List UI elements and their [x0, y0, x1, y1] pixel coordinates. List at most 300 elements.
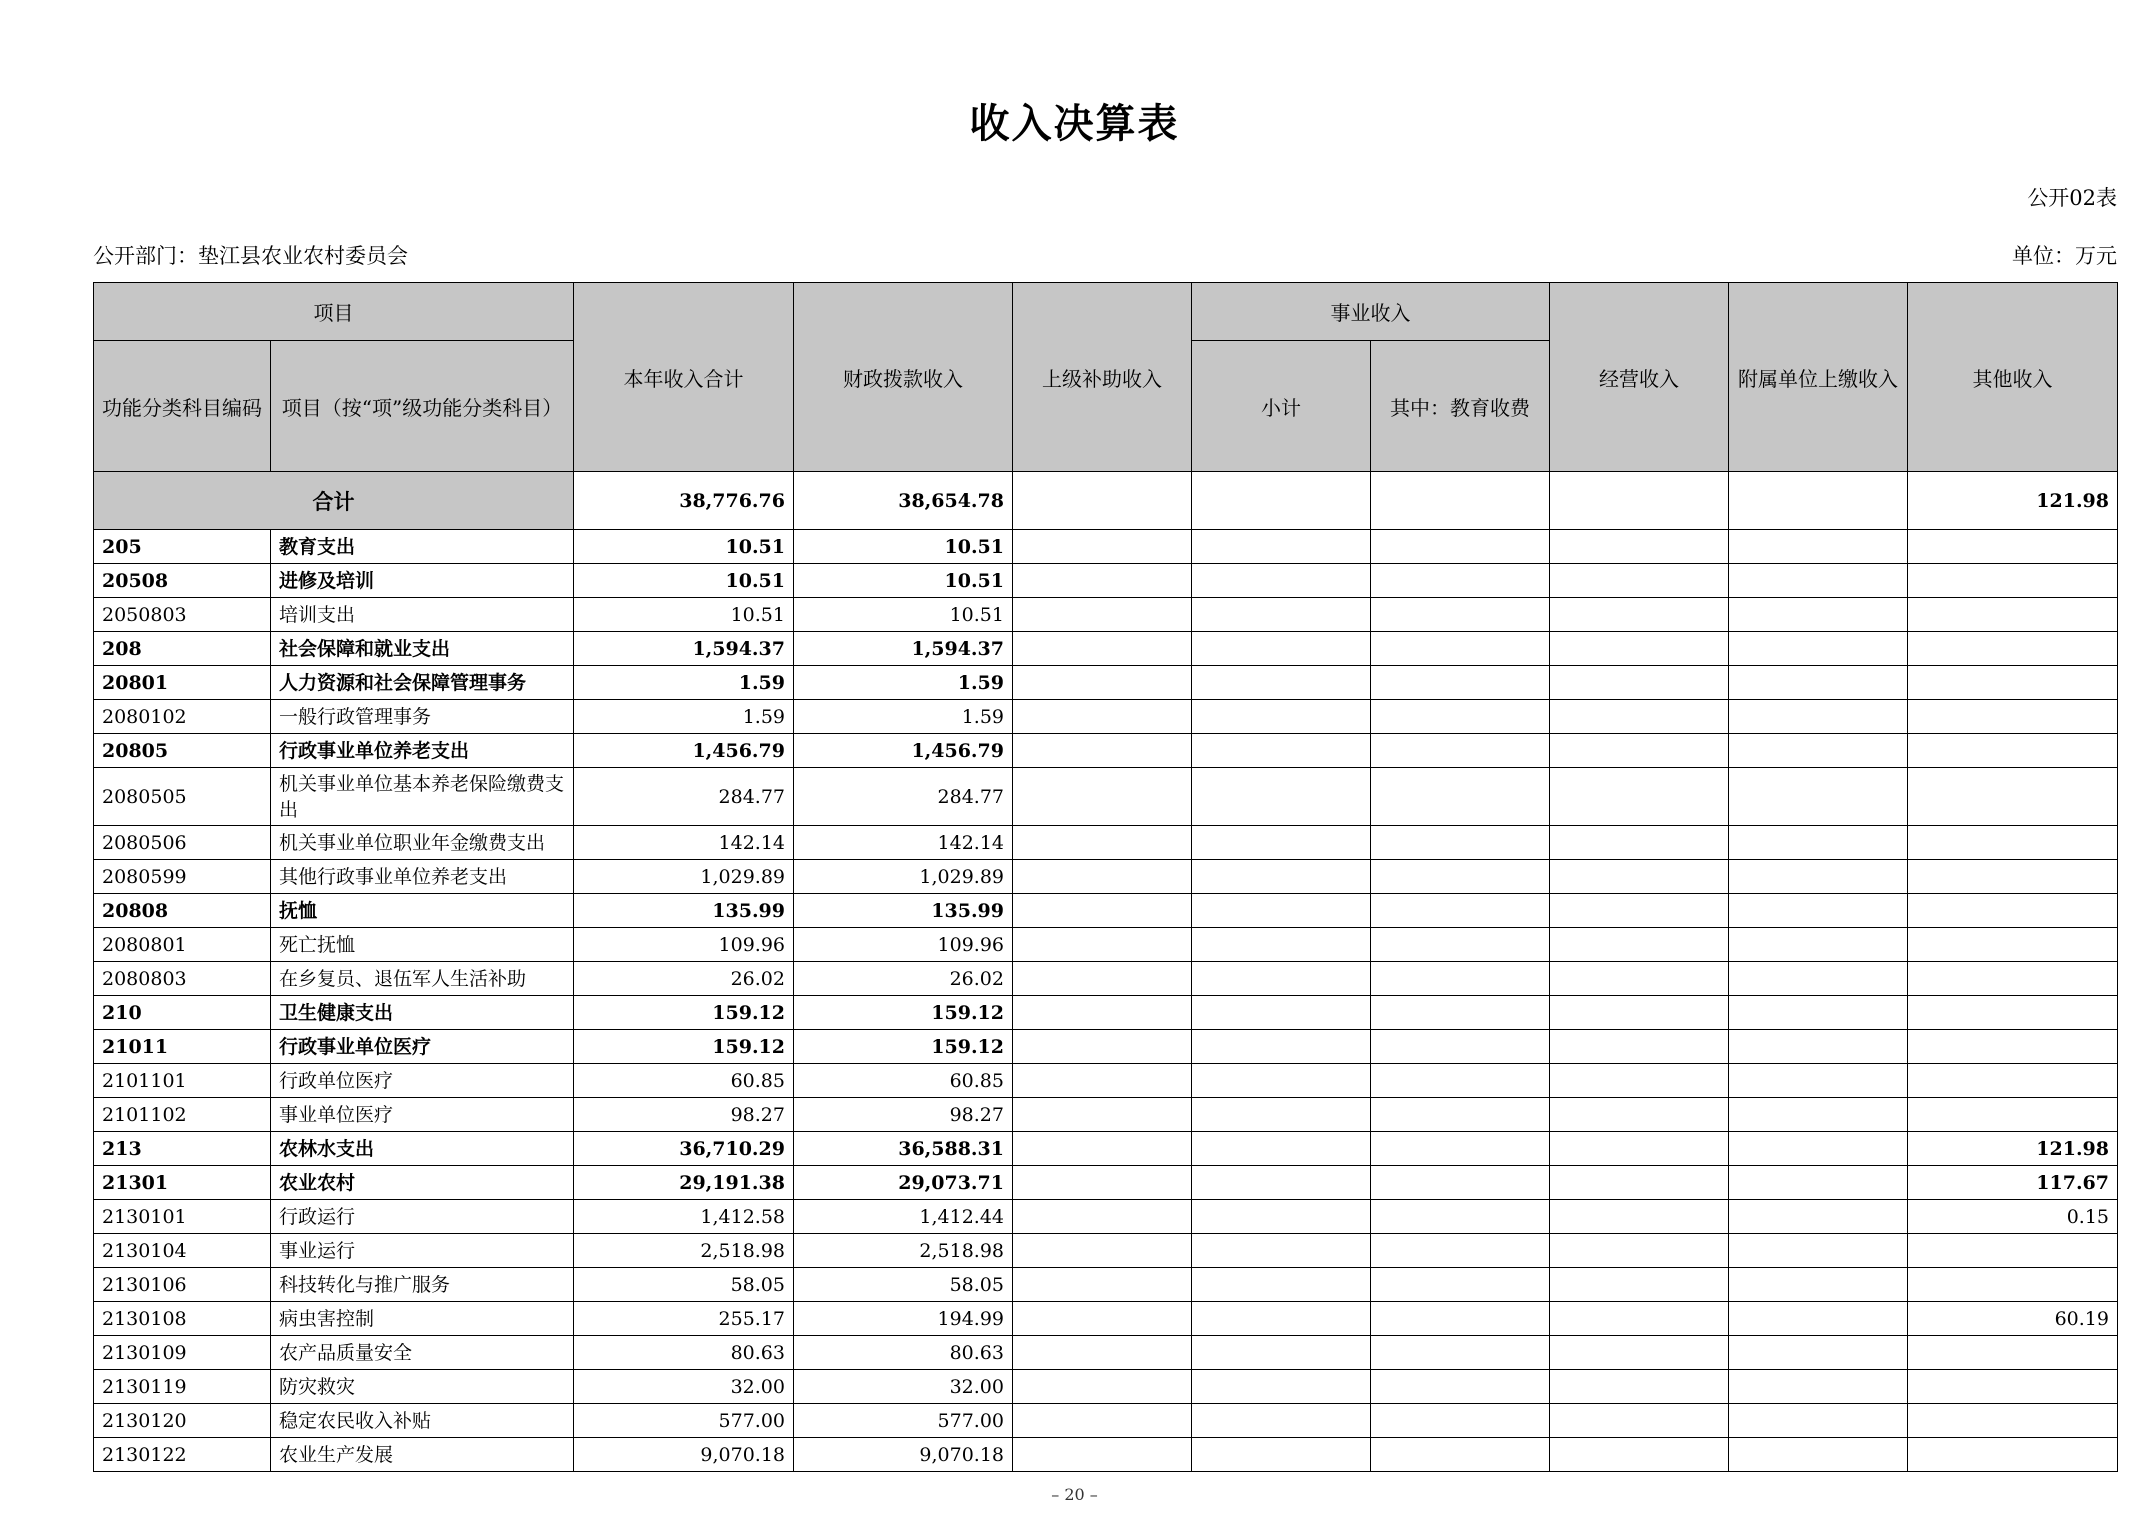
row-name: 卫生健康支出: [271, 996, 574, 1030]
row-affiliated: [1729, 928, 1908, 962]
row-other: 0.15: [1908, 1200, 2118, 1234]
department-label: 公开部门：垫江县农业农村委员会: [93, 244, 408, 268]
row-name: 抚恤: [271, 894, 574, 928]
row-name: 死亡抚恤: [271, 928, 574, 962]
row-superior-subsidy: [1013, 1166, 1192, 1200]
total-other-value: 121.98: [1908, 472, 2118, 530]
row-subtotal: [1192, 1234, 1371, 1268]
row-total-income: 255.17: [574, 1302, 794, 1336]
row-superior-subsidy: [1013, 564, 1192, 598]
page-number: – 20 –: [1051, 1485, 1098, 1504]
header-operating: 经营收入: [1550, 283, 1729, 472]
row-total-income: 1,029.89: [574, 860, 794, 894]
row-fiscal: 1.59: [794, 666, 1013, 700]
income-settlement-table: [93, 282, 2118, 1472]
row-education-fee: [1371, 768, 1550, 826]
row-fiscal: 1,594.37: [794, 632, 1013, 666]
row-subtotal: [1192, 1132, 1371, 1166]
row-operating: [1550, 1336, 1729, 1370]
row-affiliated: [1729, 598, 1908, 632]
row-other: [1908, 860, 2118, 894]
row-name: 防灾救灾: [271, 1370, 574, 1404]
row-subtotal: [1192, 826, 1371, 860]
row-operating: [1550, 666, 1729, 700]
row-fiscal: 142.14: [794, 826, 1013, 860]
row-other: [1908, 1404, 2118, 1438]
row-operating: [1550, 1302, 1729, 1336]
table-row: [94, 928, 2118, 962]
row-name: 行政运行: [271, 1200, 574, 1234]
row-operating: [1550, 1404, 1729, 1438]
row-superior-subsidy: [1013, 826, 1192, 860]
row-affiliated: [1729, 860, 1908, 894]
table-row: [94, 1166, 2118, 1200]
header-name: 项目（按“项”级功能分类科目）: [271, 341, 574, 472]
row-fiscal: 194.99: [794, 1302, 1013, 1336]
row-other: [1908, 666, 2118, 700]
header-fiscal: 财政拨款收入: [794, 283, 1013, 472]
row-fiscal: 159.12: [794, 996, 1013, 1030]
row-name: 在乡复员、退伍军人生活补助: [271, 962, 574, 996]
row-education-fee: [1371, 962, 1550, 996]
row-other: [1908, 962, 2118, 996]
row-affiliated: [1729, 1370, 1908, 1404]
row-total-income: 98.27: [574, 1098, 794, 1132]
row-subtotal: [1192, 1336, 1371, 1370]
row-total-income: 135.99: [574, 894, 794, 928]
row-name: 社会保障和就业支出: [271, 632, 574, 666]
row-code: 2080505: [94, 768, 271, 826]
row-other: [1908, 632, 2118, 666]
row-total-income: 26.02: [574, 962, 794, 996]
row-superior-subsidy: [1013, 1404, 1192, 1438]
row-affiliated: [1729, 1166, 1908, 1200]
row-code: 2080803: [94, 962, 271, 996]
row-operating: [1550, 1030, 1729, 1064]
row-affiliated: [1729, 996, 1908, 1030]
row-superior-subsidy: [1013, 1268, 1192, 1302]
row-fiscal: 1,456.79: [794, 734, 1013, 768]
row-code: 2130119: [94, 1370, 271, 1404]
row-subtotal: [1192, 860, 1371, 894]
row-code: 2130106: [94, 1268, 271, 1302]
row-fiscal: 60.85: [794, 1064, 1013, 1098]
row-education-fee: [1371, 632, 1550, 666]
row-other: [1908, 530, 2118, 564]
row-superior-subsidy: [1013, 1234, 1192, 1268]
table-row: [94, 598, 2118, 632]
row-code: 2080102: [94, 700, 271, 734]
row-affiliated: [1729, 1302, 1908, 1336]
row-superior-subsidy: [1013, 894, 1192, 928]
row-education-fee: [1371, 530, 1550, 564]
row-education-fee: [1371, 826, 1550, 860]
row-other: [1908, 1336, 2118, 1370]
row-superior-subsidy: [1013, 1200, 1192, 1234]
row-fiscal: 98.27: [794, 1098, 1013, 1132]
row-other: [1908, 894, 2118, 928]
row-education-fee: [1371, 1098, 1550, 1132]
row-name: 科技转化与推广服务: [271, 1268, 574, 1302]
row-name: 行政事业单位养老支出: [271, 734, 574, 768]
row-other: [1908, 768, 2118, 826]
row-name: 行政单位医疗: [271, 1064, 574, 1098]
row-fiscal: 29,073.71: [794, 1166, 1013, 1200]
row-total-income: 142.14: [574, 826, 794, 860]
row-subtotal: [1192, 1404, 1371, 1438]
row-other: [1908, 996, 2118, 1030]
row-operating: [1550, 598, 1729, 632]
row-education-fee: [1371, 1404, 1550, 1438]
row-operating: [1550, 632, 1729, 666]
row-fiscal: 109.96: [794, 928, 1013, 962]
row-operating: [1550, 734, 1729, 768]
row-total-income: 9,070.18: [574, 1438, 794, 1472]
row-affiliated: [1729, 1132, 1908, 1166]
row-superior-subsidy: [1013, 632, 1192, 666]
row-other: [1908, 700, 2118, 734]
row-education-fee: [1371, 1370, 1550, 1404]
row-total-income: 159.12: [574, 996, 794, 1030]
row-other: 60.19: [1908, 1302, 2118, 1336]
row-education-fee: [1371, 1302, 1550, 1336]
row-code: 2130104: [94, 1234, 271, 1268]
row-total-income: 1,456.79: [574, 734, 794, 768]
row-education-fee: [1371, 1234, 1550, 1268]
row-total-income: 36,710.29: [574, 1132, 794, 1166]
row-affiliated: [1729, 632, 1908, 666]
row-fiscal: 10.51: [794, 564, 1013, 598]
row-name: 其他行政事业单位养老支出: [271, 860, 574, 894]
row-subtotal: [1192, 1166, 1371, 1200]
row-subtotal: [1192, 1302, 1371, 1336]
row-operating: [1550, 1438, 1729, 1472]
row-affiliated: [1729, 666, 1908, 700]
row-education-fee: [1371, 1268, 1550, 1302]
row-fiscal: 80.63: [794, 1336, 1013, 1370]
row-code: 20508: [94, 564, 271, 598]
row-total-income: 284.77: [574, 768, 794, 826]
row-name: 病虫害控制: [271, 1302, 574, 1336]
row-other: 117.67: [1908, 1166, 2118, 1200]
row-name: 机关事业单位基本养老保险缴费支出: [271, 768, 574, 826]
row-superior-subsidy: [1013, 1370, 1192, 1404]
row-fiscal: 1,029.89: [794, 860, 1013, 894]
row-code: 2130109: [94, 1336, 271, 1370]
form-number: 公开02表: [2027, 186, 2117, 210]
row-other: [1908, 564, 2118, 598]
row-subtotal: [1192, 530, 1371, 564]
row-superior-subsidy: [1013, 1132, 1192, 1166]
row-superior-subsidy: [1013, 768, 1192, 826]
row-subtotal: [1192, 1200, 1371, 1234]
row-affiliated: [1729, 1336, 1908, 1370]
row-total-income: 109.96: [574, 928, 794, 962]
row-other: [1908, 1064, 2118, 1098]
table-row: [94, 1336, 2118, 1370]
row-subtotal: [1192, 768, 1371, 826]
row-code: 20801: [94, 666, 271, 700]
row-education-fee: [1371, 666, 1550, 700]
row-superior-subsidy: [1013, 962, 1192, 996]
row-affiliated: [1729, 768, 1908, 826]
header-superior-subsidy: 上级补助收入: [1013, 283, 1192, 472]
row-affiliated: [1729, 826, 1908, 860]
row-subtotal: [1192, 564, 1371, 598]
row-affiliated: [1729, 564, 1908, 598]
table-row: [94, 996, 2118, 1030]
row-code: 2050803: [94, 598, 271, 632]
row-name: 一般行政管理事务: [271, 700, 574, 734]
header-other: 其他收入: [1908, 283, 2118, 472]
row-other: [1908, 1030, 2118, 1064]
row-subtotal: [1192, 962, 1371, 996]
row-education-fee: [1371, 734, 1550, 768]
row-name: 农业生产发展: [271, 1438, 574, 1472]
row-affiliated: [1729, 1030, 1908, 1064]
row-education-fee: [1371, 1030, 1550, 1064]
row-other: 121.98: [1908, 1132, 2118, 1166]
row-total-income: 58.05: [574, 1268, 794, 1302]
row-code: 2101101: [94, 1064, 271, 1098]
row-education-fee: [1371, 996, 1550, 1030]
row-subtotal: [1192, 1268, 1371, 1302]
row-fiscal: 284.77: [794, 768, 1013, 826]
row-superior-subsidy: [1013, 928, 1192, 962]
row-affiliated: [1729, 1234, 1908, 1268]
table-row: [94, 564, 2118, 598]
row-education-fee: [1371, 1438, 1550, 1472]
row-fiscal: 1.59: [794, 700, 1013, 734]
row-name: 培训支出: [271, 598, 574, 632]
total-affiliated-value: [1729, 472, 1908, 530]
row-education-fee: [1371, 860, 1550, 894]
row-name: 农林水支出: [271, 1132, 574, 1166]
row-affiliated: [1729, 1268, 1908, 1302]
row-subtotal: [1192, 700, 1371, 734]
row-total-income: 29,191.38: [574, 1166, 794, 1200]
row-superior-subsidy: [1013, 734, 1192, 768]
row-total-income: 10.51: [574, 530, 794, 564]
table-row: [94, 1132, 2118, 1166]
row-operating: [1550, 860, 1729, 894]
table-row: [94, 1404, 2118, 1438]
row-education-fee: [1371, 1166, 1550, 1200]
row-code: 2080599: [94, 860, 271, 894]
row-subtotal: [1192, 1438, 1371, 1472]
row-superior-subsidy: [1013, 1030, 1192, 1064]
header-business-income: 事业收入: [1192, 283, 1550, 341]
row-code: 2130120: [94, 1404, 271, 1438]
row-code: 21301: [94, 1166, 271, 1200]
row-operating: [1550, 962, 1729, 996]
row-code: 210: [94, 996, 271, 1030]
row-superior-subsidy: [1013, 598, 1192, 632]
row-fiscal: 36,588.31: [794, 1132, 1013, 1166]
total-education-fee-value: [1371, 472, 1550, 530]
table-row: [94, 1064, 2118, 1098]
row-fiscal: 10.51: [794, 598, 1013, 632]
table-row: [94, 894, 2118, 928]
row-subtotal: [1192, 734, 1371, 768]
row-superior-subsidy: [1013, 530, 1192, 564]
row-operating: [1550, 1234, 1729, 1268]
table-row: [94, 962, 2118, 996]
row-code: 213: [94, 1132, 271, 1166]
row-code: 2101102: [94, 1098, 271, 1132]
row-subtotal: [1192, 894, 1371, 928]
table-row: [94, 666, 2118, 700]
table-row: [94, 1438, 2118, 1472]
row-fiscal: 10.51: [794, 530, 1013, 564]
table-row: [94, 530, 2118, 564]
table-row: [94, 826, 2118, 860]
row-education-fee: [1371, 598, 1550, 632]
row-other: [1908, 1268, 2118, 1302]
row-operating: [1550, 1268, 1729, 1302]
row-operating: [1550, 700, 1729, 734]
row-name: 农产品质量安全: [271, 1336, 574, 1370]
row-subtotal: [1192, 632, 1371, 666]
row-affiliated: [1729, 700, 1908, 734]
row-affiliated: [1729, 1064, 1908, 1098]
row-total-income: 10.51: [574, 598, 794, 632]
row-education-fee: [1371, 894, 1550, 928]
header-total-income: 本年收入合计: [574, 283, 794, 472]
row-operating: [1550, 1166, 1729, 1200]
table-row: [94, 1030, 2118, 1064]
row-subtotal: [1192, 996, 1371, 1030]
row-fiscal: 26.02: [794, 962, 1013, 996]
row-operating: [1550, 1370, 1729, 1404]
row-fiscal: 135.99: [794, 894, 1013, 928]
row-fiscal: 9,070.18: [794, 1438, 1013, 1472]
row-operating: [1550, 1064, 1729, 1098]
total-row: [94, 472, 2118, 530]
row-total-income: 1.59: [574, 666, 794, 700]
row-total-income: 2,518.98: [574, 1234, 794, 1268]
row-operating: [1550, 1200, 1729, 1234]
table-row: [94, 1268, 2118, 1302]
row-total-income: 577.00: [574, 1404, 794, 1438]
total-operating-value: [1550, 472, 1729, 530]
table-row: [94, 632, 2118, 666]
row-affiliated: [1729, 1438, 1908, 1472]
row-subtotal: [1192, 1030, 1371, 1064]
row-code: 21011: [94, 1030, 271, 1064]
row-other: [1908, 1370, 2118, 1404]
row-operating: [1550, 564, 1729, 598]
row-other: [1908, 1098, 2118, 1132]
row-superior-subsidy: [1013, 996, 1192, 1030]
row-superior-subsidy: [1013, 1098, 1192, 1132]
row-fiscal: 32.00: [794, 1370, 1013, 1404]
row-name: 人力资源和社会保障管理事务: [271, 666, 574, 700]
row-operating: [1550, 1098, 1729, 1132]
row-affiliated: [1729, 894, 1908, 928]
row-total-income: 10.51: [574, 564, 794, 598]
table-row: [94, 1370, 2118, 1404]
row-operating: [1550, 826, 1729, 860]
total-label: 合计: [94, 472, 574, 530]
page-title: 收入决算表: [969, 100, 1180, 147]
table-row: [94, 1098, 2118, 1132]
row-affiliated: [1729, 962, 1908, 996]
row-superior-subsidy: [1013, 1438, 1192, 1472]
row-subtotal: [1192, 1370, 1371, 1404]
row-affiliated: [1729, 530, 1908, 564]
row-name: 事业运行: [271, 1234, 574, 1268]
row-code: 2130108: [94, 1302, 271, 1336]
row-code: 208: [94, 632, 271, 666]
row-operating: [1550, 1132, 1729, 1166]
row-fiscal: 577.00: [794, 1404, 1013, 1438]
row-subtotal: [1192, 1064, 1371, 1098]
row-code: 205: [94, 530, 271, 564]
row-operating: [1550, 996, 1729, 1030]
row-affiliated: [1729, 1098, 1908, 1132]
header-education-fee: 其中：教育收费: [1371, 341, 1550, 472]
header-code: 功能分类科目编码: [94, 341, 271, 472]
total-fiscal-value: 38,654.78: [794, 472, 1013, 530]
total-subtotal-value: [1192, 472, 1371, 530]
row-fiscal: 2,518.98: [794, 1234, 1013, 1268]
row-superior-subsidy: [1013, 1302, 1192, 1336]
row-total-income: 60.85: [574, 1064, 794, 1098]
table-row: [94, 860, 2118, 894]
row-education-fee: [1371, 564, 1550, 598]
row-fiscal: 159.12: [794, 1030, 1013, 1064]
row-other: [1908, 734, 2118, 768]
row-subtotal: [1192, 598, 1371, 632]
row-total-income: 80.63: [574, 1336, 794, 1370]
table-row: [94, 734, 2118, 768]
row-code: 2080506: [94, 826, 271, 860]
row-total-income: 159.12: [574, 1030, 794, 1064]
row-operating: [1550, 768, 1729, 826]
row-code: 2130122: [94, 1438, 271, 1472]
table-row: [94, 768, 2118, 826]
row-superior-subsidy: [1013, 860, 1192, 894]
row-education-fee: [1371, 1064, 1550, 1098]
row-subtotal: [1192, 666, 1371, 700]
header-project: 项目: [94, 283, 574, 341]
table-row: [94, 1234, 2118, 1268]
row-code: 2130101: [94, 1200, 271, 1234]
row-total-income: 1,594.37: [574, 632, 794, 666]
header-affiliated: 附属单位上缴收入: [1729, 283, 1908, 472]
row-affiliated: [1729, 734, 1908, 768]
row-superior-subsidy: [1013, 1064, 1192, 1098]
row-superior-subsidy: [1013, 1336, 1192, 1370]
row-total-income: 1.59: [574, 700, 794, 734]
row-operating: [1550, 530, 1729, 564]
row-name: 事业单位医疗: [271, 1098, 574, 1132]
row-fiscal: 58.05: [794, 1268, 1013, 1302]
row-subtotal: [1192, 1098, 1371, 1132]
total-income-value: 38,776.76: [574, 472, 794, 530]
row-subtotal: [1192, 928, 1371, 962]
row-other: [1908, 928, 2118, 962]
header-subtotal: 小计: [1192, 341, 1371, 472]
row-code: 20805: [94, 734, 271, 768]
table-row: [94, 1200, 2118, 1234]
row-superior-subsidy: [1013, 700, 1192, 734]
row-superior-subsidy: [1013, 666, 1192, 700]
table-row: [94, 1302, 2118, 1336]
row-other: [1908, 1438, 2118, 1472]
row-total-income: 1,412.58: [574, 1200, 794, 1234]
